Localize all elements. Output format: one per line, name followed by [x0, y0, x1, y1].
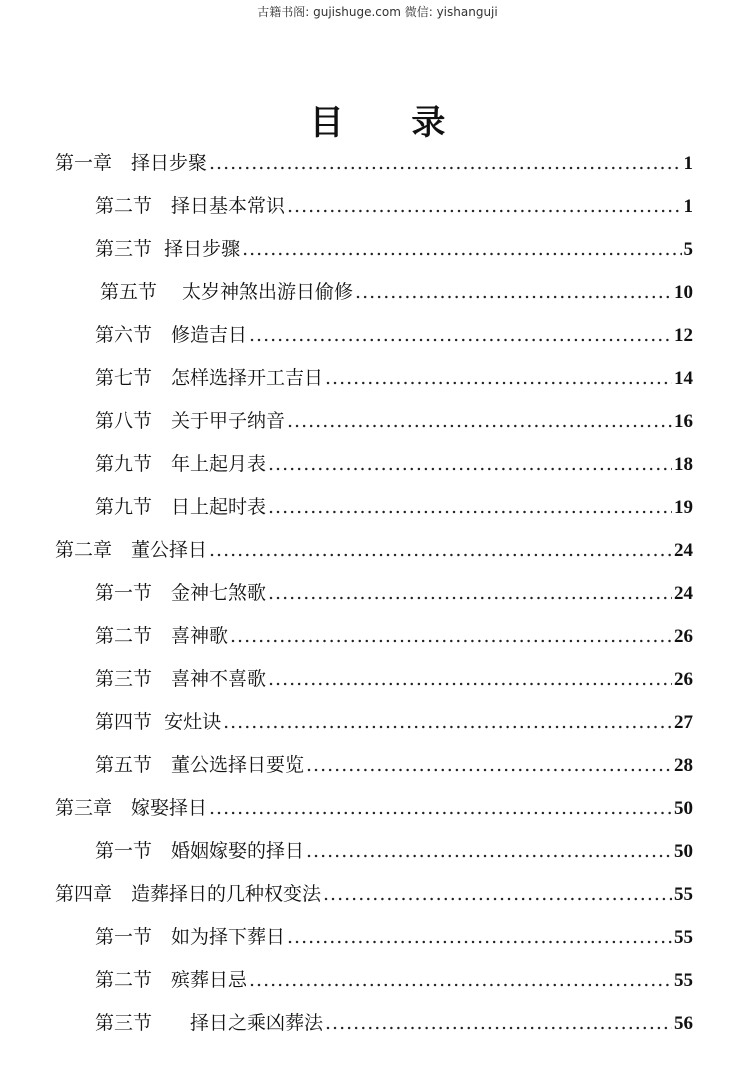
- toc-entry-label: 第四节 安灶诀: [95, 711, 222, 733]
- toc-entry-section: [95, 406, 693, 436]
- leader-dots: [268, 449, 672, 479]
- toc-page-number: 50: [674, 798, 693, 819]
- leader-dots: [268, 578, 672, 608]
- toc-entry-chapter: [55, 879, 693, 909]
- toc-entry-section: [95, 965, 693, 995]
- toc-page-number: 27: [674, 712, 693, 733]
- watermark-header: 古籍书阁: gujishuge.com 微信: yishanguji: [257, 5, 498, 19]
- leader-dots: [355, 277, 672, 307]
- toc-entry-section: [95, 191, 693, 221]
- leader-dots: [325, 363, 672, 393]
- toc-entry-label: 第三节 择日之乘凶葬法: [95, 1012, 324, 1034]
- toc-page-number: 10: [674, 282, 693, 303]
- toc-entry-label: 第四章 造葬择日的几种权变法: [55, 883, 322, 905]
- toc-entry-section: [95, 664, 693, 694]
- toc-page-number: 56: [674, 1013, 693, 1034]
- toc-entry-label: 第九节 日上起时表: [95, 496, 267, 518]
- leader-dots: [306, 836, 672, 866]
- toc-entry-label: 第一节 如为择下葬日: [95, 926, 286, 948]
- toc-entry-label: 第六节 修造吉日: [95, 324, 248, 346]
- toc-entry-chapter: [55, 793, 693, 823]
- toc-entry-section: [95, 621, 693, 651]
- page-title: 目 录: [309, 103, 474, 143]
- toc-entry-label: 第五节 太岁神煞出游日偷修: [100, 281, 354, 303]
- toc-entry-section: [95, 922, 693, 952]
- toc-entry-section: [100, 277, 693, 307]
- toc-entry-section: [95, 836, 693, 866]
- toc-entry-label: 第七节 怎样选择开工吉日: [95, 367, 324, 389]
- toc-entry-label: 第五节 董公选择日要览: [95, 754, 305, 776]
- toc-page-number: 24: [674, 583, 693, 604]
- toc-page-number: 14: [674, 368, 693, 389]
- toc-page-number: 26: [674, 626, 693, 647]
- toc-page-number: 18: [674, 454, 693, 475]
- leader-dots: [249, 320, 672, 350]
- leader-dots: [268, 492, 672, 522]
- leader-dots: [209, 535, 672, 565]
- toc-page-number: 5: [683, 239, 693, 260]
- toc-page-number: 50: [674, 841, 693, 862]
- leader-dots: [249, 965, 672, 995]
- toc-entry-section: [95, 449, 693, 479]
- toc-page-number: 55: [674, 884, 693, 905]
- toc-entry-section: [95, 707, 693, 737]
- toc-entry-section: [95, 320, 693, 350]
- toc-page-number: 1: [683, 153, 693, 174]
- toc-entry-label: 第三章 嫁娶择日: [55, 797, 208, 819]
- leader-dots: [323, 879, 672, 909]
- toc-entry-label: 第二节 择日基本常识: [95, 195, 286, 217]
- leader-dots: [209, 148, 681, 178]
- toc-page-number: 24: [674, 540, 693, 561]
- toc-entry-label: 第二节 殡葬日忌: [95, 969, 248, 991]
- toc-page-number: 12: [674, 325, 693, 346]
- leader-dots: [287, 406, 672, 436]
- toc-entry-section: [95, 750, 693, 780]
- toc-entry-section: [95, 234, 693, 264]
- toc-entry-label: 第一节 婚姻嫁娶的择日: [95, 840, 305, 862]
- leader-dots: [287, 191, 681, 221]
- toc-entry-label: 第二节 喜神歌: [95, 625, 229, 647]
- toc-entry-label: 第三节 喜神不喜歌: [95, 668, 267, 690]
- toc-page-number: 1: [683, 196, 693, 217]
- toc-entry-label: 第八节 关于甲子纳音: [95, 410, 286, 432]
- toc-entry-section: [95, 578, 693, 608]
- leader-dots: [230, 621, 672, 651]
- toc-entry-label: 第一节 金神七煞歌: [95, 582, 267, 604]
- leader-dots: [242, 234, 681, 264]
- toc-page-number: 28: [674, 755, 693, 776]
- leader-dots: [268, 664, 672, 694]
- toc-entry-label: 第一章 择日步聚: [55, 152, 208, 174]
- toc-entry-chapter: [55, 535, 693, 565]
- toc-entry-section: [95, 1008, 693, 1038]
- toc-entry-label: 第三节 择日步骤: [95, 238, 241, 260]
- toc-entry-chapter: [55, 148, 693, 178]
- leader-dots: [287, 922, 672, 952]
- leader-dots: [223, 707, 672, 737]
- toc-page-number: 55: [674, 927, 693, 948]
- toc-entry-label: 第二章 董公择日: [55, 539, 208, 561]
- toc-entry-label: 第九节 年上起月表: [95, 453, 267, 475]
- toc-page-number: 26: [674, 669, 693, 690]
- toc-page-number: 19: [674, 497, 693, 518]
- toc-page-number: 55: [674, 970, 693, 991]
- toc-entry-section: [95, 363, 693, 393]
- leader-dots: [306, 750, 672, 780]
- leader-dots: [325, 1008, 672, 1038]
- leader-dots: [209, 793, 672, 823]
- toc-entry-section: [95, 492, 693, 522]
- toc-page-number: 16: [674, 411, 693, 432]
